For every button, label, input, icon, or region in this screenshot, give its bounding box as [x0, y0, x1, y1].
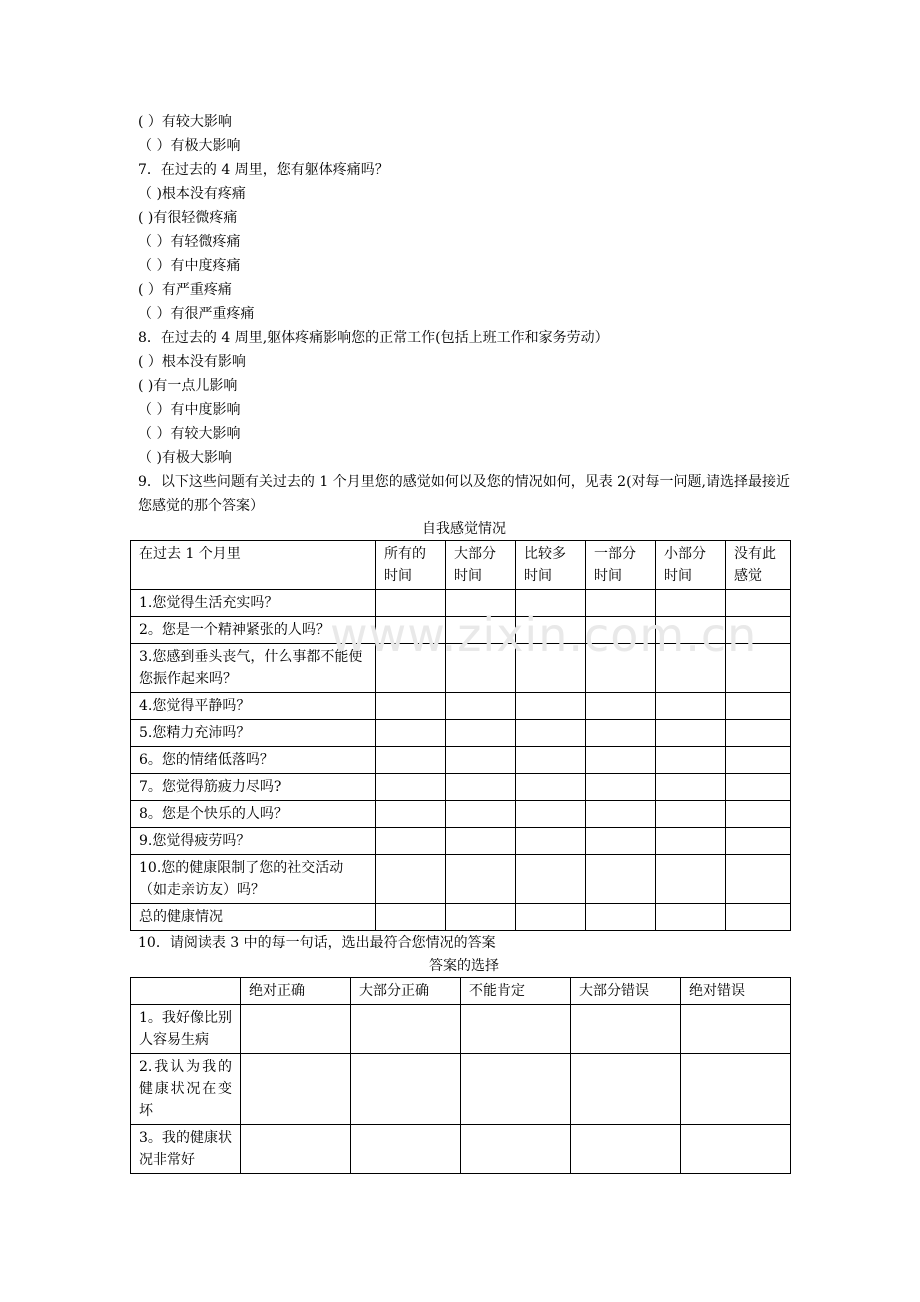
column-header: 大部分时间 — [446, 541, 516, 590]
answer-cell[interactable] — [656, 747, 726, 774]
answer-cell[interactable] — [726, 720, 791, 747]
column-header: 所有的时间 — [376, 541, 446, 590]
answer-cell[interactable] — [726, 747, 791, 774]
option-line: ( )有很轻微疼痛 — [138, 210, 238, 226]
answer-cell[interactable] — [351, 1005, 461, 1054]
answer-cell[interactable] — [681, 1005, 791, 1054]
answer-cell[interactable] — [446, 855, 516, 904]
answer-cell[interactable] — [586, 904, 656, 931]
answer-cell[interactable] — [656, 855, 726, 904]
answer-cell[interactable] — [586, 774, 656, 801]
answer-cell[interactable] — [376, 747, 446, 774]
answer-cell[interactable] — [516, 904, 586, 931]
table-row — [131, 855, 791, 904]
answer-cell[interactable] — [516, 720, 586, 747]
answer-cell[interactable] — [446, 693, 516, 720]
table-row — [131, 1054, 791, 1125]
answer-cell[interactable] — [516, 774, 586, 801]
self-feeling-table — [130, 540, 791, 931]
row-question: 1.您觉得生活充实吗？ — [131, 590, 376, 617]
row-statement: 3。我的健康状况非常好 — [131, 1125, 241, 1174]
row-question: 总的健康情况 — [131, 904, 376, 931]
row-question: 3.您感到垂头丧气，什么事都不能使您振作起来吗？ — [131, 644, 376, 693]
option-line: （ ）有中度影响 — [138, 402, 241, 418]
column-header: 大部分正确 — [351, 978, 461, 1005]
row-question: 7。您觉得筋疲力尽吗? — [131, 774, 376, 801]
column-header: 没有此感觉 — [726, 541, 791, 590]
option-line: （ ）有很严重疼痛 — [138, 306, 255, 322]
answer-cell[interactable] — [516, 855, 586, 904]
answer-cell[interactable] — [656, 644, 726, 693]
answer-cell[interactable] — [376, 693, 446, 720]
answer-cell[interactable] — [656, 801, 726, 828]
option-line: （ ）有极大影响 — [138, 138, 241, 154]
table-row — [131, 590, 791, 617]
answer-cell[interactable] — [461, 1054, 571, 1125]
answer-cell[interactable] — [656, 720, 726, 747]
answer-cell[interactable] — [516, 828, 586, 855]
table2-caption: 答案的选择 — [429, 958, 499, 974]
answer-cell[interactable] — [351, 1054, 461, 1125]
column-header: 不能肯定 — [461, 978, 571, 1005]
answer-cell[interactable] — [446, 720, 516, 747]
answer-cell[interactable] — [656, 590, 726, 617]
answer-cell[interactable] — [586, 617, 656, 644]
answer-cell[interactable] — [571, 1054, 681, 1125]
answer-cell[interactable] — [376, 590, 446, 617]
answer-cell[interactable] — [681, 1125, 791, 1174]
answer-cell[interactable] — [586, 644, 656, 693]
answer-cell[interactable] — [446, 801, 516, 828]
row-question: 8。您是个快乐的人吗？ — [131, 801, 376, 828]
row-question: 2。您是一个精神紧张的人吗？ — [131, 617, 376, 644]
watermark: www.zixin.com.cn — [330, 608, 758, 662]
option-line: （ )有极大影响 — [138, 450, 232, 466]
row-question: 10.您的健康限制了您的社交活动（如走亲访友）吗？ — [131, 855, 376, 904]
question-10-text: 10．请阅读表 3 中的每一句话，选出最符合您情况的答案 — [138, 935, 496, 951]
table-row — [131, 693, 791, 720]
table-row — [131, 774, 791, 801]
option-line: 8．在过去的 4 周里,躯体疼痛影响您的正常工作(包括上班工作和家务劳动） — [138, 330, 609, 346]
option-line: ( ）有较大影响 — [138, 114, 232, 130]
answer-cell[interactable] — [586, 855, 656, 904]
answer-cell[interactable] — [446, 590, 516, 617]
answer-cell[interactable] — [726, 855, 791, 904]
column-header: 小部分时间 — [656, 541, 726, 590]
answer-cell[interactable] — [656, 617, 726, 644]
answer-cell[interactable] — [516, 801, 586, 828]
row-question: 6。您的情绪低落吗？ — [131, 747, 376, 774]
answer-cell[interactable] — [461, 1005, 571, 1054]
answer-cell[interactable] — [571, 1005, 681, 1054]
option-line: ( )有一点儿影响 — [138, 378, 238, 394]
option-line: （ ）有轻微疼痛 — [138, 234, 241, 250]
column-header: 绝对正确 — [241, 978, 351, 1005]
row-question: 4.您觉得平静吗？ — [131, 693, 376, 720]
answer-cell[interactable] — [656, 693, 726, 720]
answer-cell[interactable] — [446, 617, 516, 644]
answer-cell[interactable] — [446, 747, 516, 774]
answer-cell[interactable] — [516, 590, 586, 617]
table-row — [131, 617, 791, 644]
column-header: 绝对错误 — [681, 978, 791, 1005]
answer-cell[interactable] — [446, 828, 516, 855]
answer-cell[interactable] — [376, 644, 446, 693]
answer-cell[interactable] — [586, 747, 656, 774]
table-row — [131, 1125, 791, 1174]
answer-cell[interactable] — [376, 774, 446, 801]
answer-cell[interactable] — [241, 1125, 351, 1174]
table-row — [131, 828, 791, 855]
table-row — [131, 1005, 791, 1054]
table1-caption: 自我感觉情况 — [422, 521, 506, 537]
answer-cell[interactable] — [726, 644, 791, 693]
answer-cell[interactable] — [376, 617, 446, 644]
answer-cell[interactable] — [586, 720, 656, 747]
question-options-block — [138, 110, 790, 470]
option-line: （ ）有较大影响 — [138, 426, 241, 442]
table-row — [131, 644, 791, 693]
answer-cell[interactable] — [681, 1054, 791, 1125]
answer-cell[interactable] — [516, 693, 586, 720]
answer-cell[interactable] — [461, 1125, 571, 1174]
answer-cell[interactable] — [726, 693, 791, 720]
answer-cell[interactable] — [516, 747, 586, 774]
answer-choice-table — [130, 977, 791, 1174]
answer-cell[interactable] — [656, 828, 726, 855]
answer-cell[interactable] — [656, 774, 726, 801]
answer-cell[interactable] — [726, 617, 791, 644]
row-question: 9.您觉得疲劳吗？ — [131, 828, 376, 855]
answer-cell[interactable] — [726, 590, 791, 617]
answer-cell[interactable] — [516, 644, 586, 693]
table-row — [131, 747, 791, 774]
table-row — [131, 801, 791, 828]
answer-cell[interactable] — [726, 828, 791, 855]
answer-cell[interactable] — [351, 1125, 461, 1174]
column-header: 比较多时间 — [516, 541, 586, 590]
answer-cell[interactable] — [376, 720, 446, 747]
option-line: ( ）有严重疼痛 — [138, 282, 232, 298]
answer-cell[interactable] — [446, 644, 516, 693]
row-statement: 2.我认为我的健康状况在变坏 — [131, 1054, 241, 1125]
answer-cell[interactable] — [586, 590, 656, 617]
answer-cell[interactable] — [656, 904, 726, 931]
answer-cell[interactable] — [376, 828, 446, 855]
answer-cell[interactable] — [726, 801, 791, 828]
row-question: 5.您精力充沛吗？ — [131, 720, 376, 747]
document-page — [138, 110, 790, 1174]
column-header: 一部分时间 — [586, 541, 656, 590]
answer-cell[interactable] — [446, 904, 516, 931]
column-header: 大部分错误 — [571, 978, 681, 1005]
table-row — [131, 904, 791, 931]
answer-cell[interactable] — [376, 904, 446, 931]
row-statement: 1。我好像比别人容易生病 — [131, 1005, 241, 1054]
answer-cell[interactable] — [586, 693, 656, 720]
answer-cell[interactable] — [446, 774, 516, 801]
table-header-row — [131, 978, 791, 1005]
answer-cell[interactable] — [586, 828, 656, 855]
question-9-text: 9．以下这些问题有关过去的 1 个月里您的感觉如何以及您的情况如何，见表 2(对每一问题,请选择最接近您感觉的那个答案） — [138, 474, 790, 514]
column-header: 在过去 1 个月里 — [131, 541, 376, 590]
option-line: （ ）有中度疼痛 — [138, 258, 241, 274]
answer-cell[interactable] — [726, 774, 791, 801]
table-header-row — [131, 541, 791, 590]
answer-cell[interactable] — [726, 904, 791, 931]
answer-cell[interactable] — [376, 801, 446, 828]
answer-cell[interactable] — [571, 1125, 681, 1174]
option-line: （ )根本没有疼痛 — [138, 186, 246, 202]
column-header — [131, 978, 241, 1005]
table-row — [131, 720, 791, 747]
answer-cell[interactable] — [516, 617, 586, 644]
answer-cell[interactable] — [241, 1054, 351, 1125]
option-line: ( ）根本没有影响 — [138, 354, 246, 370]
option-line: 7．在过去的 4 周里，您有躯体疼痛吗？ — [138, 162, 389, 178]
answer-cell[interactable] — [241, 1005, 351, 1054]
answer-cell[interactable] — [586, 801, 656, 828]
answer-cell[interactable] — [376, 855, 446, 904]
